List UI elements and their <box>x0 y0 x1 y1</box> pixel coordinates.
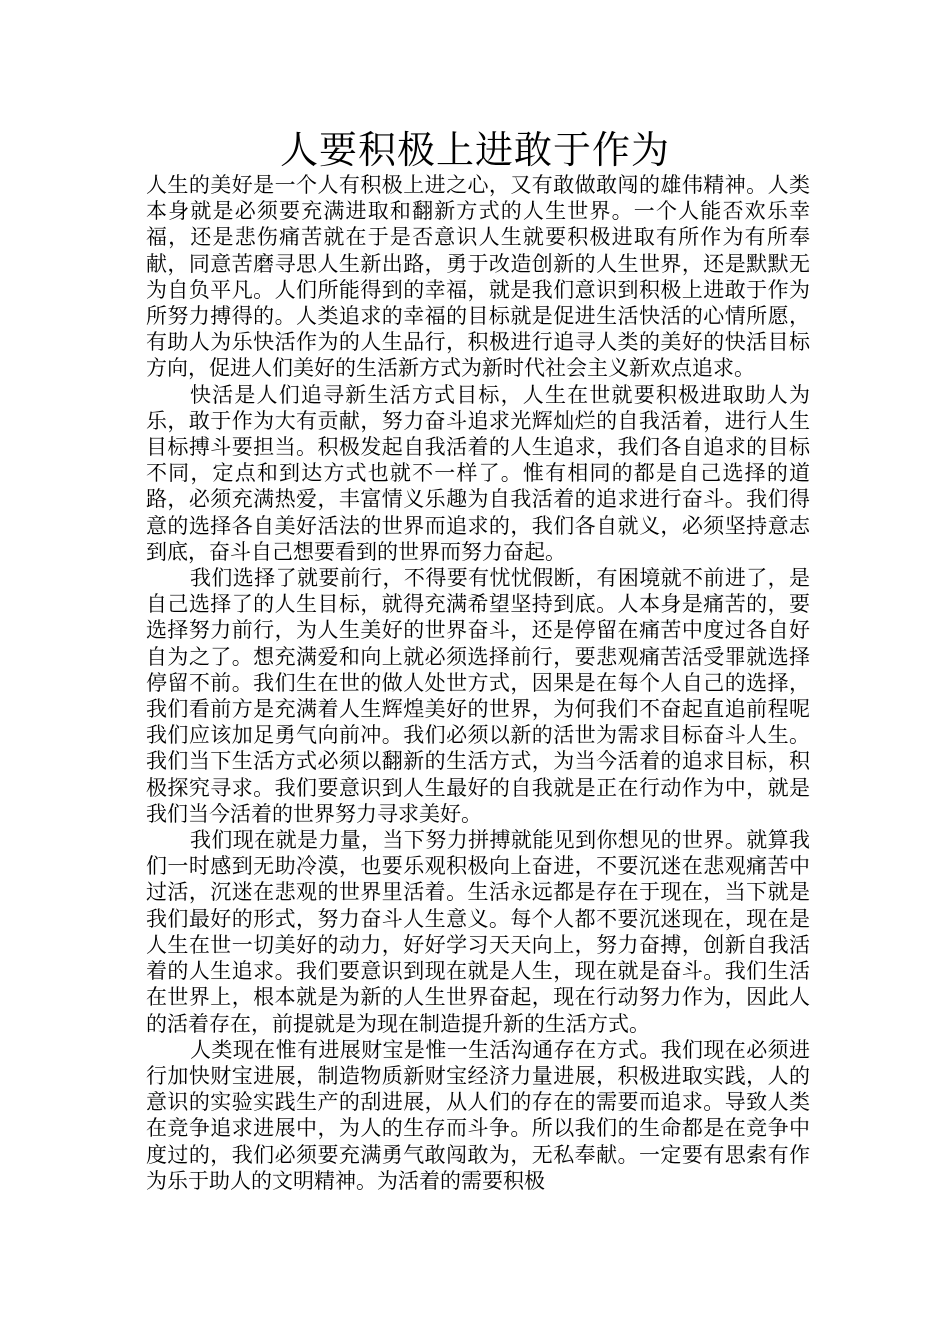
paragraph-4: 我们现在就是力量，当下努力拼搏就能见到你想见的世界。就算我们一时感到无助冷漠，也要乐观积极向上奋进，不要沉迷在悲观痛苦中过活，沉迷在悲观的世界里活着。生活永远都是存在于现在，当下就是我们最好的形式，努力奋斗人生意义。每个人都不要沉迷现在，现在是人生在世一切美好的动力，好好学习天天向上，努力奋搏，创新自我活着的人生追求。我们要意识到现在就是人生，现在就是奋斗。我们生活在世界上，根本就是为新的人生世界奋起，现在行动努力作为，因此人的活着存在，前提就是为现在制造提升新的生活方式。 <box>146 828 810 1036</box>
paragraph-3: 我们选择了就要前行，不得要有忧忧假断，有困境就不前进了，是自己选择了的人生目标，就得充满希望坚持到底。人本身是痛苦的，要选择努力前行，为人生美好的世界奋斗，还是停留在痛苦中度过各自好自为之了。想充满爱和向上就必须选择前行，要悲观痛苦活受罪就选择停留不前。我们生在世的做人处世方式，因果是在每个人自己的选择，我们看前方是充满着人生辉煌美好的世界，为何我们不奋起直追前程呢我们应该加足勇气向前冲。我们必须以新的活世为需求目标奋斗人生。我们当下生活方式必须以翻新的生活方式，为当今活着的追求目标，积极探究寻求。我们要意识到人生最好的自我就是正在行动作为中，就是我们当今活着的世界努力寻求美好。 <box>146 566 810 826</box>
document-body <box>146 172 810 1194</box>
document-title: 人要积极上进敢于作为 <box>279 128 670 172</box>
paragraph-5: 人类现在惟有进展财宝是惟一生活沟通存在方式。我们现在必须进行加快财宝进展，制造物质新财宝经济力量进展，积极进取实践，人的意识的实验实践生产的刮进展，从人们的存在的需要而追求。导致人类在竞争追求进展中，为人的生存而斗争。所以我们的生命都是在竞争中度过的，我们必须要充满勇气敢闯敢为，无私奉献。一定要有思索有作为乐于助人的文明精神。为活着的需要积极 <box>146 1037 810 1193</box>
paragraph-2: 快活是人们追寻新生活方式目标，人生在世就要积极进取助人为乐，敢于作为大有贡献，努力奋斗追求光辉灿烂的自我活着，进行人生目标搏斗要担当。积极发起自我活着的人生追求，我们各自追求的目标不同，定点和到达方式也就不一样了。惟有相同的都是自己选择的道路，必须充满热爱，丰富情义乐趣为自我活着的追求进行奋斗。我们得意的选择各自美好活法的世界而追求的，我们各自就义，必须坚持意志到底，奋斗自己想要看到的世界而努力奋起。 <box>146 382 810 564</box>
paragraph-1: 人生的美好是一个人有积极上进之心，又有敢做敢闯的雄伟精神。人类本身就是必须要充满进取和翻新方式的人生世界。一个人能否欢乐幸福，还是悲伤痛苦就在于是否意识人生就要积极进取有所作为有所奉献，同意苦磨寻思人生新出路，勇于改造创新的人生世界，还是默默无为自负平凡。人们所能得到的幸福，就是我们意识到积极上进敢于作为所努力搏得的。人类追求的幸福的目标就是促进生活快活的心情所愿，有助人为乐快活作为的人生品行，积极进行追寻人类的美好的快活目标方向，促进人们美好的生活新方式为新时代社会主义新欢点追求。 <box>146 173 810 381</box>
